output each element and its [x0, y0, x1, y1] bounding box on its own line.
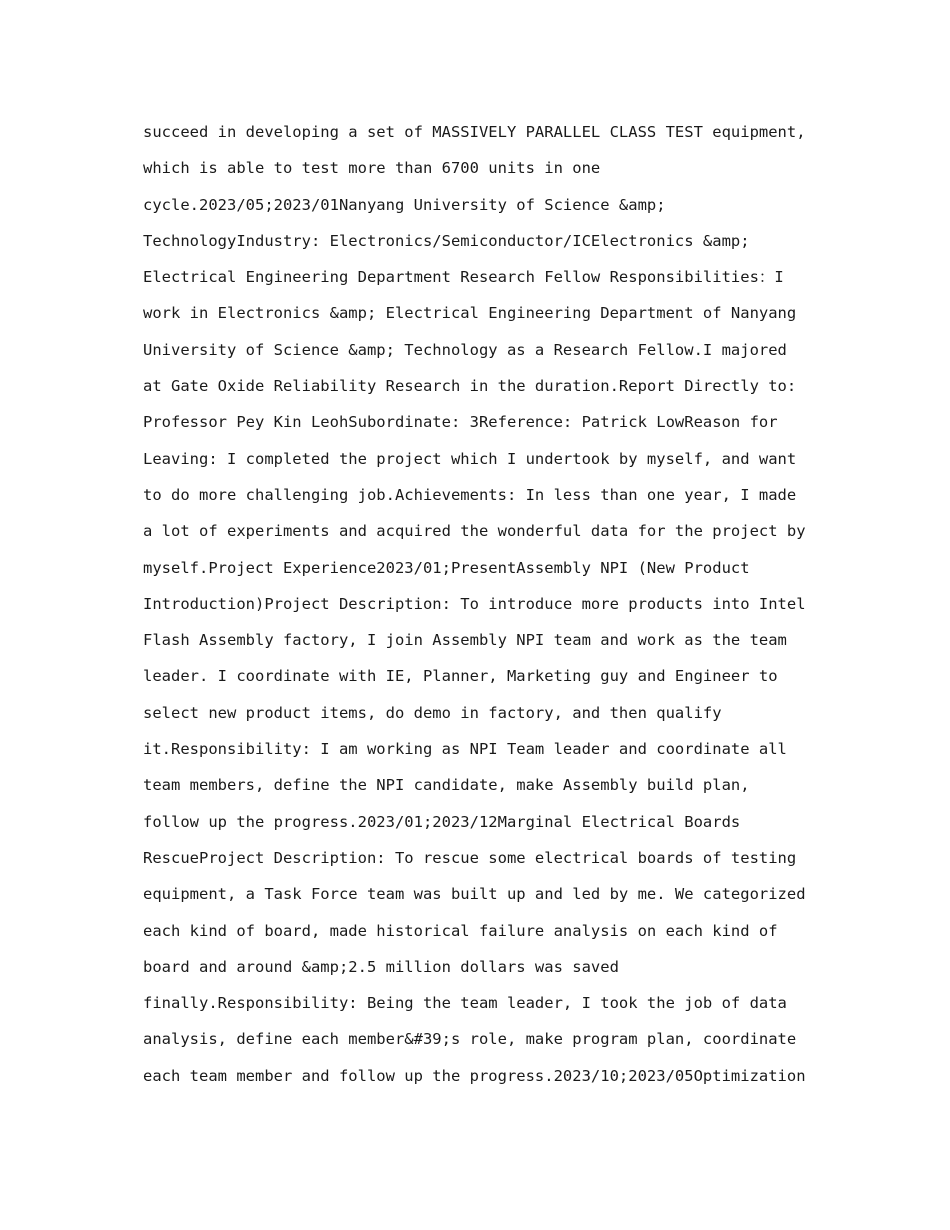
text-line: team members, define the NPI candidate, make Assembly build plan,	[143, 776, 750, 795]
text-line: cycle.2023/05;2023/01Nanyang University of Science &amp;	[143, 195, 666, 214]
text-line: leader. I coordinate with IE, Planner, Marketing guy and Engineer to	[143, 667, 778, 686]
text-line: select new product items, do demo in factory, and then qualify	[143, 703, 722, 722]
text-line: finally.Responsibility: Being the team leader, I took the job of data	[143, 994, 787, 1013]
text-line: follow up the progress.2023/01;2023/12Marginal Electrical Boards	[143, 812, 741, 831]
text-line: to do more challenging job.Achievements: In less than one year, I made	[143, 485, 797, 504]
text-line: Electrical Engineering Department Research Fellow Responsibilities：I	[143, 268, 784, 287]
text-line: each team member and follow up the progress.2023/10;2023/05Optimization	[143, 1066, 806, 1085]
text-line: Introduction)Project Description: To introduce more products into Intel	[143, 594, 806, 613]
text-line: work in Electronics &amp; Electrical Engineering Department of Nanyang	[143, 304, 797, 323]
text-line: each kind of board, made historical failure analysis on each kind of	[143, 921, 778, 940]
text-line: which is able to test more than 6700 units in one	[143, 159, 601, 178]
text-line: equipment, a Task Force team was built up and led by me. We categorized	[143, 885, 806, 904]
body-text	[143, 114, 823, 1094]
text-line: myself.Project Experience2023/01;PresentAssembly NPI (New Product	[143, 558, 750, 577]
text-line: it.Responsibility: I am working as NPI Team leader and coordinate all	[143, 740, 787, 759]
text-line: Leaving: I completed the project which I undertook by myself, and want	[143, 449, 797, 468]
text-line: University of Science &amp; Technology as a Research Fellow.I majored	[143, 340, 787, 359]
text-line: board and around &amp;2.5 million dollars was saved	[143, 957, 619, 976]
text-line: TechnologyIndustry: Electronics/Semiconductor/ICElectronics &amp;	[143, 231, 750, 250]
text-line: a lot of experiments and acquired the wonderful data for the project by	[143, 522, 806, 541]
text-line: analysis, define each member&#39;s role, make program plan, coordinate	[143, 1030, 797, 1049]
text-line: Professor Pey Kin LeohSubordinate: 3Reference: Patrick LowReason for	[143, 413, 778, 432]
text-line: Flash Assembly factory, I join Assembly NPI team and work as the team	[143, 631, 787, 650]
text-line: at Gate Oxide Reliability Research in the duration.Report Directly to:	[143, 377, 797, 396]
text-line: RescueProject Description: To rescue some electrical boards of testing	[143, 848, 797, 867]
text-line: succeed in developing a set of MASSIVELY PARALLEL CLASS TEST equipment,	[143, 123, 806, 141]
